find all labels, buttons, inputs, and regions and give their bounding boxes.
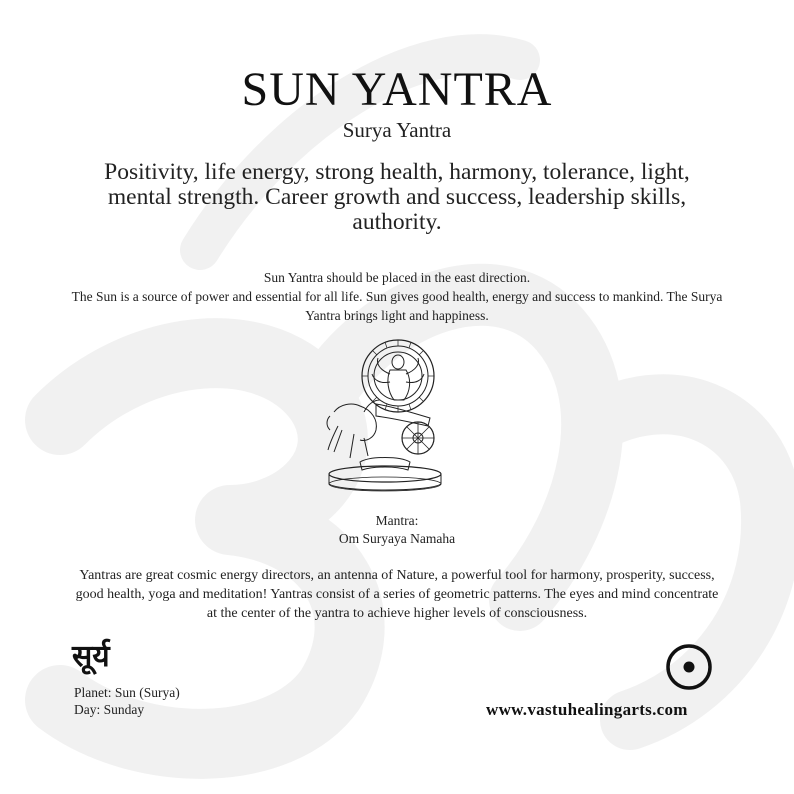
mantra-text: Om Suryaya Namaha xyxy=(338,531,456,546)
surya-chariot-illustration-icon xyxy=(320,334,450,494)
facts-block xyxy=(74,684,180,718)
page-subtitle: Surya Yantra xyxy=(342,118,452,142)
placement-text xyxy=(60,268,734,325)
about-yantras-text: Yantras are great cosmic energy directors, an antenna of Nature, a powerful tool for harmony, prosperity, success, good health, yoga and meditation! Yantras consist of a series of geometric patterns. The eyes and mind concentrate at the center of the yantra to achieve higher levels of consciousness. xyxy=(75,568,719,621)
placement-line-2: The Sun is a source of power and essential for all life. Sun gives good health, energy and success to mankind. The Surya Yantra brings light and happiness. xyxy=(71,289,723,323)
website-link[interactable]: www.vastuhealingarts.com xyxy=(486,700,688,719)
day-text: Day: Sunday xyxy=(74,702,145,717)
mantra-label: Mantra: xyxy=(375,513,419,528)
page-title: SUN YANTRA xyxy=(241,63,553,116)
devanagari-sun-word: सूर्य xyxy=(72,639,110,674)
placement-line-1: Sun Yantra should be placed in the east direction. xyxy=(263,270,531,285)
mantra-block xyxy=(0,512,794,548)
sun-astrological-symbol-icon xyxy=(664,642,714,692)
planet-text: Planet: Sun (Surya) xyxy=(74,685,180,700)
qualities-text: Positivity, life energy, strong health, harmony, tolerance, light, mental strength. Career growth and success, leadership skills, authority. xyxy=(104,159,690,235)
